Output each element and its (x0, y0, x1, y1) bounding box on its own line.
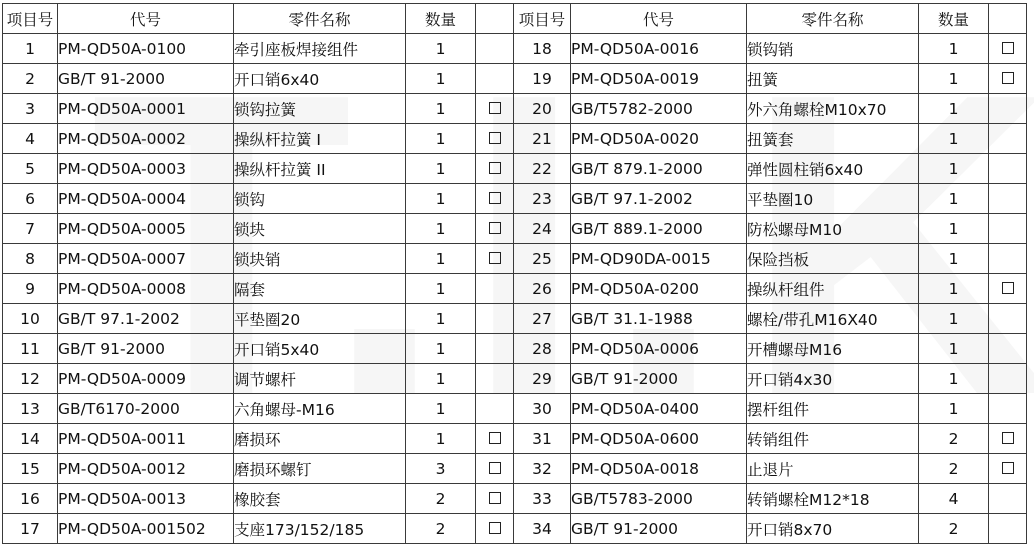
part-code-right: PM-QD50A-0016 (571, 34, 747, 64)
part-code-right: PM-QD50A-0018 (571, 454, 747, 484)
part-name-left: 锁块 (234, 214, 406, 244)
checkbox-icon[interactable] (489, 462, 501, 474)
part-name-right: 弹性圆柱销6x40 (747, 154, 919, 184)
checkbox-cell-right (989, 214, 1027, 244)
part-name-left: 隔套 (234, 274, 406, 304)
table-row (3, 274, 1027, 304)
item-number-right: 22 (514, 154, 571, 184)
header-code-right: 代号 (571, 4, 747, 34)
part-code-right: GB/T 91-2000 (571, 514, 747, 544)
item-number-left: 1 (3, 34, 58, 64)
quantity-left: 1 (406, 304, 476, 334)
item-number-left: 3 (3, 94, 58, 124)
table-row (3, 484, 1027, 514)
item-number-left: 13 (3, 394, 58, 424)
part-code-left: GB/T 91-2000 (58, 64, 234, 94)
item-number-right: 31 (514, 424, 571, 454)
item-number-left: 14 (3, 424, 58, 454)
item-number-left: 11 (3, 334, 58, 364)
quantity-right: 1 (919, 304, 989, 334)
checkbox-icon[interactable] (1002, 282, 1014, 294)
quantity-left: 1 (406, 214, 476, 244)
part-code-left: PM-QD50A-0001 (58, 94, 234, 124)
item-number-right: 26 (514, 274, 571, 304)
part-name-right: 防松螺母M10 (747, 214, 919, 244)
table-row (3, 424, 1027, 454)
quantity-left: 1 (406, 334, 476, 364)
checkbox-cell-left (476, 34, 514, 64)
quantity-right: 1 (919, 64, 989, 94)
part-name-left: 操纵杆拉簧 I (234, 124, 406, 154)
checkbox-icon[interactable] (1002, 72, 1014, 84)
quantity-right: 1 (919, 124, 989, 154)
part-name-left: 锁钩拉簧 (234, 94, 406, 124)
checkbox-cell-left (476, 124, 514, 154)
parts-list-table (2, 3, 1027, 544)
item-number-left: 16 (3, 484, 58, 514)
part-code-right: GB/T5783-2000 (571, 484, 747, 514)
checkbox-cell-left (476, 454, 514, 484)
part-name-left: 锁钩 (234, 184, 406, 214)
header-name-right: 零件名称 (747, 4, 919, 34)
table-row (3, 334, 1027, 364)
checkbox-icon[interactable] (489, 522, 501, 534)
checkbox-cell-left (476, 514, 514, 544)
header-code-left: 代号 (58, 4, 234, 34)
part-name-left: 平垫圈20 (234, 304, 406, 334)
quantity-left: 2 (406, 514, 476, 544)
checkbox-cell-right (989, 334, 1027, 364)
header-name-left: 零件名称 (234, 4, 406, 34)
checkbox-icon[interactable] (1002, 432, 1014, 444)
part-code-left: PM-QD50A-0003 (58, 154, 234, 184)
checkbox-cell-right (989, 34, 1027, 64)
part-name-left: 牵引座板焊接组件 (234, 34, 406, 64)
checkbox-cell-right (989, 454, 1027, 484)
checkbox-cell-right (989, 154, 1027, 184)
item-number-right: 21 (514, 124, 571, 154)
checkbox-icon[interactable] (489, 252, 501, 264)
checkbox-cell-left (476, 394, 514, 424)
part-name-right: 开口销8x70 (747, 514, 919, 544)
quantity-right: 1 (919, 184, 989, 214)
quantity-left: 1 (406, 184, 476, 214)
part-code-left: PM-QD50A-0100 (58, 34, 234, 64)
part-code-right: PM-QD90DA-0015 (571, 244, 747, 274)
table-row (3, 304, 1027, 334)
table-row (3, 394, 1027, 424)
checkbox-icon[interactable] (489, 492, 501, 504)
item-number-right: 18 (514, 34, 571, 64)
quantity-left: 1 (406, 64, 476, 94)
quantity-left: 1 (406, 394, 476, 424)
header-qty-right: 数量 (919, 4, 989, 34)
quantity-right: 1 (919, 274, 989, 304)
part-name-left: 开口销6x40 (234, 64, 406, 94)
quantity-left: 1 (406, 244, 476, 274)
item-number-right: 24 (514, 214, 571, 244)
part-code-left: PM-QD50A-0007 (58, 244, 234, 274)
table-row (3, 94, 1027, 124)
quantity-left: 1 (406, 124, 476, 154)
table-row (3, 154, 1027, 184)
item-number-left: 15 (3, 454, 58, 484)
part-code-left: PM-QD50A-0012 (58, 454, 234, 484)
item-number-left: 12 (3, 364, 58, 394)
part-code-left: GB/T 97.1-2002 (58, 304, 234, 334)
table-row (3, 514, 1027, 544)
quantity-left: 1 (406, 94, 476, 124)
checkbox-icon[interactable] (1002, 42, 1014, 54)
checkbox-cell-right (989, 514, 1027, 544)
part-code-right: PM-QD50A-0006 (571, 334, 747, 364)
item-number-right: 34 (514, 514, 571, 544)
item-number-left: 9 (3, 274, 58, 304)
part-name-right: 保险挡板 (747, 244, 919, 274)
part-code-left: PM-QD50A-0011 (58, 424, 234, 454)
header-index-right: 项目号 (514, 4, 571, 34)
part-name-left: 磨损环螺钉 (234, 454, 406, 484)
checkbox-cell-left (476, 484, 514, 514)
header-check-right (989, 4, 1027, 34)
part-name-right: 摆杆组件 (747, 394, 919, 424)
checkbox-cell-left (476, 304, 514, 334)
part-name-left: 磨损环 (234, 424, 406, 454)
checkbox-cell-right (989, 184, 1027, 214)
item-number-right: 19 (514, 64, 571, 94)
part-name-left: 六角螺母-M16 (234, 394, 406, 424)
item-number-right: 23 (514, 184, 571, 214)
table-row (3, 454, 1027, 484)
part-name-right: 扭簧套 (747, 124, 919, 154)
quantity-right: 1 (919, 364, 989, 394)
part-code-left: GB/T 91-2000 (58, 334, 234, 364)
checkbox-cell-left (476, 334, 514, 364)
part-name-right: 螺栓/带孔M16X40 (747, 304, 919, 334)
part-name-right: 转销组件 (747, 424, 919, 454)
quantity-left: 1 (406, 154, 476, 184)
header-row (3, 4, 1027, 34)
quantity-right: 1 (919, 214, 989, 244)
checkbox-cell-left (476, 94, 514, 124)
part-name-right: 外六角螺栓M10x70 (747, 94, 919, 124)
checkbox-cell-right (989, 304, 1027, 334)
part-code-left: PM-QD50A-0004 (58, 184, 234, 214)
quantity-left: 2 (406, 484, 476, 514)
checkbox-cell-left (476, 424, 514, 454)
part-name-right: 开口销4x30 (747, 364, 919, 394)
part-code-right: PM-QD50A-0400 (571, 394, 747, 424)
part-code-right: GB/T 31.1-1988 (571, 304, 747, 334)
header-qty-left: 数量 (406, 4, 476, 34)
part-name-left: 开口销5x40 (234, 334, 406, 364)
quantity-left: 1 (406, 364, 476, 394)
part-code-left: GB/T6170-2000 (58, 394, 234, 424)
part-code-right: GB/T 97.1-2002 (571, 184, 747, 214)
part-name-right: 扭簧 (747, 64, 919, 94)
part-code-right: GB/T 91-2000 (571, 364, 747, 394)
part-name-right: 转销螺栓M12*18 (747, 484, 919, 514)
checkbox-icon[interactable] (489, 192, 501, 204)
checkbox-icon[interactable] (489, 222, 501, 234)
quantity-right: 1 (919, 334, 989, 364)
table-row (3, 244, 1027, 274)
checkbox-cell-right (989, 364, 1027, 394)
item-number-right: 30 (514, 394, 571, 424)
item-number-left: 8 (3, 244, 58, 274)
part-name-left: 锁块销 (234, 244, 406, 274)
item-number-right: 25 (514, 244, 571, 274)
part-name-left: 操纵杆拉簧 II (234, 154, 406, 184)
part-name-right: 平垫圈10 (747, 184, 919, 214)
item-number-right: 20 (514, 94, 571, 124)
quantity-right: 4 (919, 484, 989, 514)
checkbox-cell-right (989, 274, 1027, 304)
checkbox-icon[interactable] (489, 432, 501, 444)
quantity-right: 1 (919, 94, 989, 124)
quantity-left: 1 (406, 274, 476, 304)
checkbox-cell-right (989, 94, 1027, 124)
item-number-left: 6 (3, 184, 58, 214)
item-number-right: 28 (514, 334, 571, 364)
part-code-right: PM-QD50A-0600 (571, 424, 747, 454)
part-code-left: PM-QD50A-0005 (58, 214, 234, 244)
item-number-left: 10 (3, 304, 58, 334)
quantity-right: 1 (919, 154, 989, 184)
part-code-right: PM-QD50A-0019 (571, 64, 747, 94)
table-row (3, 364, 1027, 394)
quantity-right: 1 (919, 34, 989, 64)
part-name-right: 开槽螺母M16 (747, 334, 919, 364)
checkbox-icon[interactable] (489, 132, 501, 144)
quantity-right: 2 (919, 454, 989, 484)
item-number-left: 17 (3, 514, 58, 544)
checkbox-cell-left (476, 214, 514, 244)
item-number-right: 29 (514, 364, 571, 394)
checkbox-cell-left (476, 184, 514, 214)
checkbox-cell-right (989, 64, 1027, 94)
part-code-right: GB/T5782-2000 (571, 94, 747, 124)
part-code-right: GB/T 879.1-2000 (571, 154, 747, 184)
quantity-left: 3 (406, 454, 476, 484)
part-name-right: 止退片 (747, 454, 919, 484)
checkbox-cell-left (476, 154, 514, 184)
checkbox-cell-left (476, 274, 514, 304)
item-number-left: 5 (3, 154, 58, 184)
quantity-right: 1 (919, 244, 989, 274)
part-code-right: PM-QD50A-0200 (571, 274, 747, 304)
part-code-left: PM-QD50A-0013 (58, 484, 234, 514)
table-row (3, 34, 1027, 64)
part-name-left: 支座173/152/185 (234, 514, 406, 544)
part-name-right: 操纵杆组件 (747, 274, 919, 304)
part-code-left: PM-QD50A-0008 (58, 274, 234, 304)
part-code-left: PM-QD50A-0002 (58, 124, 234, 154)
checkbox-cell-right (989, 424, 1027, 454)
table-row (3, 64, 1027, 94)
checkbox-cell-left (476, 364, 514, 394)
header-check-left (476, 4, 514, 34)
checkbox-cell-right (989, 484, 1027, 514)
part-name-left: 调节螺杆 (234, 364, 406, 394)
parts-table-body (3, 34, 1027, 544)
checkbox-icon[interactable] (489, 102, 501, 114)
table-row (3, 184, 1027, 214)
quantity-right: 2 (919, 514, 989, 544)
quantity-left: 1 (406, 424, 476, 454)
checkbox-cell-left (476, 64, 514, 94)
checkbox-cell-right (989, 124, 1027, 154)
part-code-left: PM-QD50A-001502 (58, 514, 234, 544)
item-number-left: 4 (3, 124, 58, 154)
item-number-left: 7 (3, 214, 58, 244)
checkbox-cell-left (476, 244, 514, 274)
item-number-left: 2 (3, 64, 58, 94)
item-number-right: 32 (514, 454, 571, 484)
quantity-left: 1 (406, 34, 476, 64)
table-row (3, 214, 1027, 244)
table-row (3, 124, 1027, 154)
part-code-right: GB/T 889.1-2000 (571, 214, 747, 244)
item-number-right: 33 (514, 484, 571, 514)
checkbox-icon[interactable] (1002, 462, 1014, 474)
quantity-right: 2 (919, 424, 989, 454)
header-index-left: 项目号 (3, 4, 58, 34)
part-name-right: 锁钩销 (747, 34, 919, 64)
checkbox-icon[interactable] (489, 162, 501, 174)
part-name-left: 橡胶套 (234, 484, 406, 514)
part-code-left: PM-QD50A-0009 (58, 364, 234, 394)
item-number-right: 27 (514, 304, 571, 334)
checkbox-cell-right (989, 394, 1027, 424)
quantity-right: 1 (919, 394, 989, 424)
part-code-right: PM-QD50A-0020 (571, 124, 747, 154)
checkbox-cell-right (989, 244, 1027, 274)
